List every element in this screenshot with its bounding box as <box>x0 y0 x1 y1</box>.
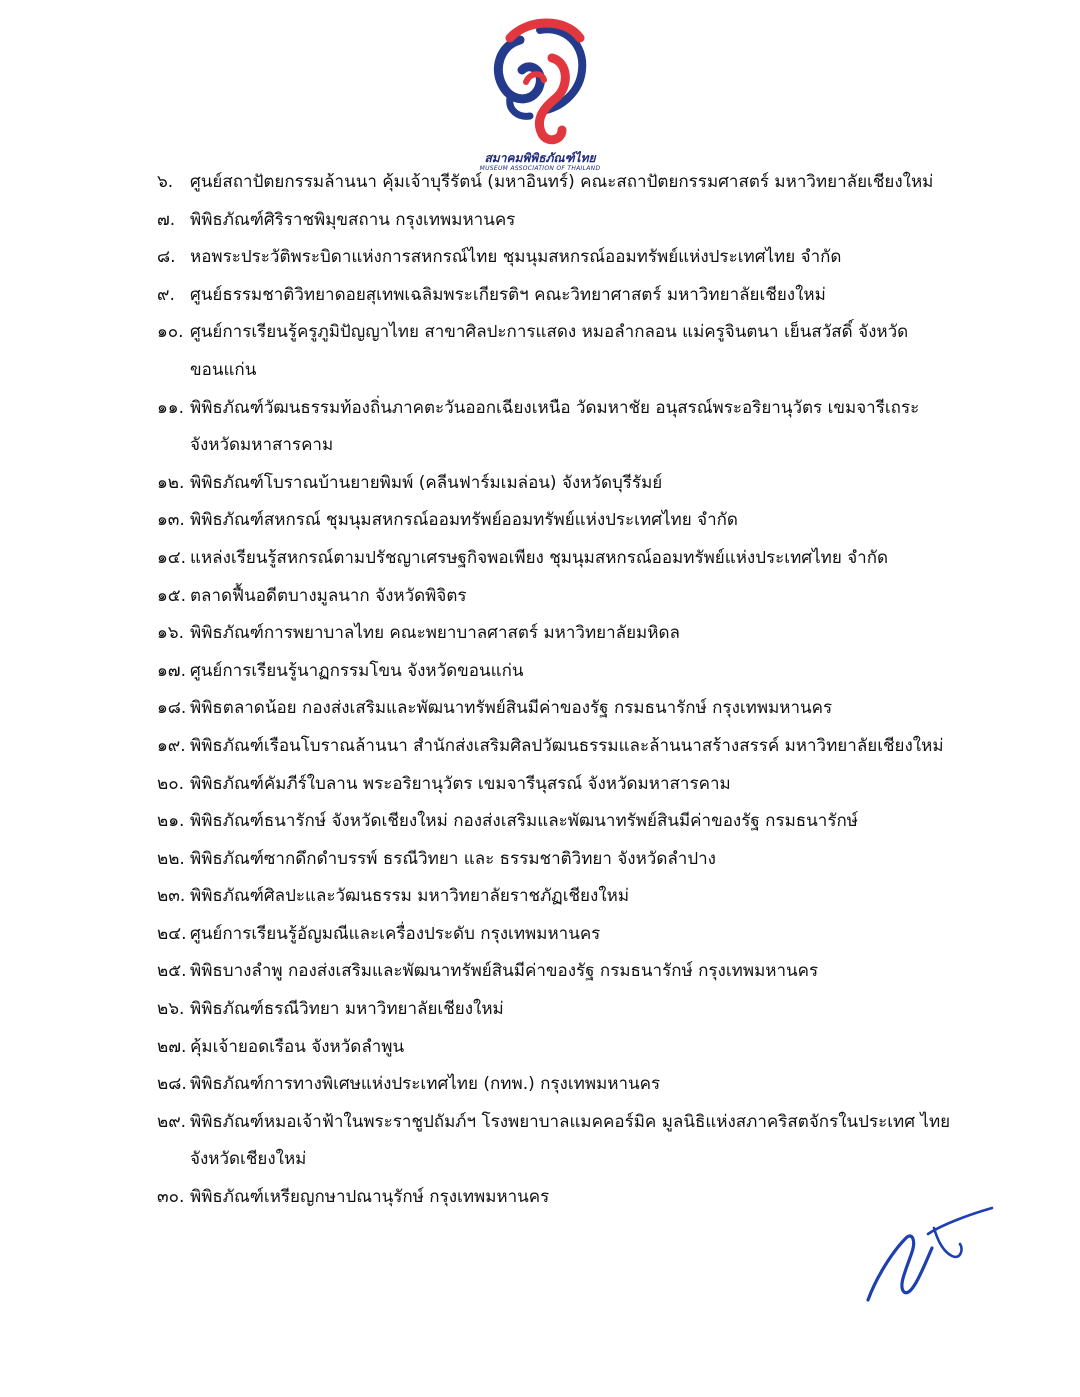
item-text: พิพิธภัณฑ์คัมภีร์ใบลาน พระอริยานุวัตร เขมจารีนุสรณ์ จังหวัดมหาสารคาม <box>190 773 731 794</box>
logo-name-english: MUSEUM ASSOCIATION OF THAILAND <box>479 165 601 172</box>
list-item <box>157 653 967 691</box>
signature-mark <box>840 1190 1000 1320</box>
item-text: ศูนย์สถาปัตยกรรมล้านนา คุ้มเจ้าบุรีรัตน์ (มหาอินทร์) คณะสถาปัตยกรรมศาสตร์ มหาวิทยาลัยเชียงใหม่ <box>190 172 934 192</box>
list-item <box>157 390 967 465</box>
list-item <box>157 164 967 202</box>
list-item <box>157 239 967 277</box>
list-item <box>157 202 967 240</box>
list-item <box>157 991 967 1029</box>
list-item <box>157 277 967 315</box>
item-number: ๒๔. <box>157 923 187 944</box>
item-text: พิพิธบางลำพู กองส่งเสริมและพัฒนาทรัพย์สินมีค่าของรัฐ กรมธนารักษ์ กรุงเทพมหานคร <box>190 961 819 982</box>
item-text: ศูนย์การเรียนรู้อัญมณีและเครื่องประดับ กรุงเทพมหานคร <box>190 923 601 944</box>
list-item <box>157 1029 967 1067</box>
museum-association-logo <box>470 10 610 170</box>
list-item <box>157 953 967 991</box>
item-number: ๒๙. <box>157 1111 187 1132</box>
item-number: ๑๓. <box>157 510 185 531</box>
item-number: ๑๐. <box>157 322 184 343</box>
item-number: ๑๘. <box>157 698 187 719</box>
item-number: ๑๗. <box>157 660 186 681</box>
item-number: ๒๒. <box>157 848 185 869</box>
item-text: ศูนย์การเรียนรู้ครูภูมิปัญญาไทย สาขาศิลปะการแสดง หมอลำกลอน แม่ครูจินตนา เย็นสวัสดิ์ จังหวัดขอนแก่น <box>190 322 909 380</box>
item-number: ๑๙. <box>157 735 186 756</box>
item-text: พิพิธภัณฑ์หมอเจ้าฟ้าในพระราชูปถัมภ์ฯ โรงพยาบาลแมคคอร์มิค มูลนิธิแห่งสภาคริสตจักรในประเทศ ไทย จังหวัดเชียงใหม่ <box>190 1111 951 1170</box>
list-item <box>157 314 967 389</box>
item-text: ตลาดฟื้นอดีตบางมูลนาก จังหวัดพิจิตร <box>190 585 467 606</box>
item-number: ๒๑. <box>157 811 185 832</box>
list-item <box>157 841 967 879</box>
item-number: ๖. <box>157 172 174 192</box>
item-number: ๒๗. <box>157 1036 187 1057</box>
item-text: พิพิธภัณฑ์ธรณีวิทยา มหาวิทยาลัยเชียงใหม่ <box>190 999 504 1020</box>
list-item <box>157 1066 967 1104</box>
item-number: ๑๑. <box>157 397 184 418</box>
list-item <box>157 766 967 804</box>
item-text: แหล่งเรียนรู้สหกรณ์ตามปรัชญาเศรษฐกิจพอเพียง ชุมนุมสหกรณ์ออมทรัพย์แห่งประเทศไทย จำกัด <box>190 547 889 568</box>
item-text: พิพิธภัณฑ์สหกรณ์ ชุมนุมสหกรณ์ออมทรัพย์ออมทรัพย์แห่งประเทศไทย จำกัด <box>190 510 738 531</box>
signature <box>840 1190 1000 1320</box>
item-number: ๙. <box>157 284 175 305</box>
list-item <box>157 502 967 540</box>
item-number: ๒๐. <box>157 773 184 794</box>
item-number: ๑๒. <box>157 472 185 493</box>
list-item <box>157 803 967 841</box>
item-text: พิพิธภัณฑ์การพยาบาลไทย คณะพยาบาลศาสตร์ มหาวิทยาลัยมหิดล <box>190 623 680 644</box>
museum-list <box>157 164 967 1217</box>
item-number: ๒๘. <box>157 1074 187 1095</box>
item-text: พิพิธภัณฑ์เรือนโบราณล้านนา สำนักส่งเสริมศิลปวัฒนธรรมและล้านนาสร้างสรรค์ มหาวิทยาลัยเชียงใหม่ <box>190 735 944 756</box>
item-number: ๑๕. <box>157 585 187 606</box>
list-item <box>157 615 967 653</box>
list-item <box>157 916 967 954</box>
item-text: พิพิธภัณฑ์โบราณบ้านยายพิมพ์ (คลีนฟาร์มเมล่อน) จังหวัดบุรีรัมย์ <box>190 472 663 493</box>
item-text: ศูนย์การเรียนรู้นาฏกรรมโขน จังหวัดขอนแก่น <box>190 660 524 681</box>
item-text: พิพิธภัณฑ์การทางพิเศษแห่งประเทศไทย (กทพ.) กรุงเทพมหานคร <box>190 1074 661 1095</box>
item-number: ๑๔. <box>157 547 187 568</box>
item-text: พิพิธภัณฑ์ศิริราชพิมุขสถาน กรุงเทพมหานคร <box>190 209 516 230</box>
item-text: พิพิธภัณฑ์ธนารักษ์ จังหวัดเชียงใหม่ กองส่งเสริมและพัฒนาทรัพย์สินมีค่าของรัฐ กรมธนารักษ์ <box>190 811 858 832</box>
item-text: พิพิธภัณฑ์เหรียญกษาปณานุรักษ์ กรุงเทพมหานคร <box>190 1187 550 1208</box>
item-number: ๒๓. <box>157 886 186 907</box>
list-item <box>157 878 967 916</box>
item-text: พิพิธภัณฑ์ซากดึกดำบรรพ์ ธรณีวิทยา และ ธรรมชาติวิทยา จังหวัดลำปาง <box>190 848 716 869</box>
item-text: พิพิธตลาดน้อย กองส่งเสริมและพัฒนาทรัพย์สินมีค่าของรัฐ กรมธนารักษ์ กรุงเทพมหานคร <box>190 698 833 719</box>
item-number: ๘. <box>157 247 176 268</box>
item-number: ๒๕. <box>157 961 187 982</box>
item-text: พิพิธภัณฑ์วัฒนธรรมท้องถิ่นภาคตะวันออกเฉียงเหนือ วัดมหาชัย อนุสรณ์พระอริยานุวัตร เขมจารีเถระ จังหวัดมหาสารคาม <box>190 397 920 456</box>
list-item <box>157 578 967 616</box>
item-number: ๑๖. <box>157 623 184 644</box>
list-item <box>157 690 967 728</box>
item-number: ๓๐. <box>157 1187 185 1208</box>
item-text: คุ้มเจ้ายอดเรือน จังหวัดลำพูน <box>190 1036 405 1057</box>
logo-emblem-icon <box>470 10 610 152</box>
list-item <box>157 540 967 578</box>
list-item <box>157 728 967 766</box>
item-text: พิพิธภัณฑ์ศิลปะและวัฒนธรรม มหาวิทยาลัยราชภัฏเชียงใหม่ <box>190 886 630 907</box>
item-number: ๗. <box>157 209 176 230</box>
logo-name-thai: สมาคมพิพิธภัณฑ์ไทย <box>484 151 596 165</box>
item-text: ศูนย์ธรรมชาติวิทยาดอยสุเทพเฉลิมพระเกียรติฯ คณะวิทยาศาสตร์ มหาวิทยาลัยเชียงใหม่ <box>190 284 826 305</box>
item-text: หอพระประวัติพระบิดาแห่งการสหกรณ์ไทย ชุมนุมสหกรณ์ออมทรัพย์แห่งประเทศไทย จำกัด <box>190 247 842 268</box>
list-item <box>157 465 967 503</box>
list-item <box>157 1104 967 1179</box>
item-number: ๒๖. <box>157 999 185 1020</box>
